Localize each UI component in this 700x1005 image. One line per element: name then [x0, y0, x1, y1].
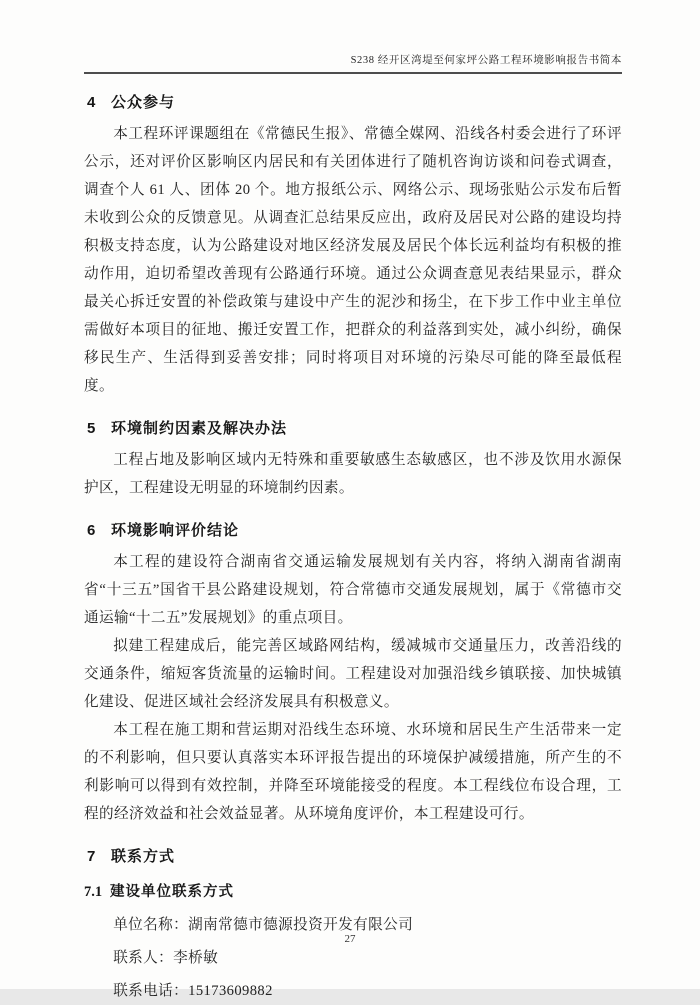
section-public-participation [84, 91, 622, 400]
page-header [84, 54, 622, 74]
section-heading-5 [87, 417, 622, 438]
contact-unit-name: 单位名称：湖南常德市德源投资开发有限公司 [113, 917, 414, 933]
paragraph: 本工程环评课题组在《常德民生报》、常德全媒网、沿线各村委会进行了环评公示，还对评价区影响区内居民和有关团体进行了随机咨询访谈和问卷式调查，调查个人 61 人、团体 20 个。地方报纸公示、网络公示、现场张贴公示发布后暂未收到公众的反馈意见。从调查汇总结果反应出，政府及居民对公路的建设均持积极支持态度，认为公路建设对地区经济发展及居民个体长远利益均有积极的推动作用，迫切希望改善现有公路通行环境。通过公众调查意见表结果显示，群众最关心拆迁安置的补偿政策与建设中产生的泥沙和扬尘，在下步工作中业主单位需做好本项目的征地、搬迁安置工作，把群众的利益落到实处，减小纠纷，确保移民生产、生活得到妥善安排；同时将项目对环境的污染尽可能的降至最低程度。 [84, 126, 622, 394]
contact-person: 联系人：李桥敏 [113, 950, 219, 966]
section-contact [84, 845, 622, 1005]
subsection-title: 建设单位联系方式 [110, 884, 234, 900]
section-title: 环境影响评价结论 [111, 522, 240, 539]
section-number: 4 [87, 94, 96, 111]
header-rule [84, 72, 622, 74]
section-number: 5 [87, 420, 96, 437]
section-conclusion [84, 519, 622, 828]
section-heading-6 [87, 519, 622, 540]
paragraph: 本工程的建设符合湖南省交通运输发展规划有关内容，将纳入湖南省湖南省“十三五”国省干县公路建设规划，符合常德市交通发展规划，属于《常德市交通运输“十二五”发展规划》的重点项目。 [84, 554, 622, 626]
section-heading-7 [87, 845, 622, 866]
section-title: 公众参与 [111, 94, 176, 111]
paragraph: 工程占地及影响区域内无特殊和重要敏感生态敏感区，也不涉及饮用水源保护区，工程建设无明显的环境制约因素。 [84, 452, 622, 496]
running-title: S238 经开区湾堤至何家坪公路工程环境影响报告书简本 [350, 55, 622, 66]
section-number: 6 [87, 522, 96, 539]
page-number: 27 [344, 933, 356, 945]
section-title: 环境制约因素及解决办法 [111, 420, 288, 437]
paragraph: 本工程在施工期和营运期对沿线生态环境、水环境和居民生产生活带来一定的不利影响，但只要认真落实本环评报告提出的环境保护减缓措施，所产生的不利影响可以得到有效控制，并降至环境能接受的程度。本工程线位布设合理，工程的经济效益和社会效益显著。从环境角度评价，本工程建设可行。 [84, 722, 622, 822]
subsection-number: 7.1 [84, 884, 103, 900]
contact-phone: 联系电话：15173609882 [113, 983, 273, 999]
section-number: 7 [87, 848, 96, 865]
section-constraints [84, 417, 622, 502]
subsection-heading-7-1 [84, 880, 622, 901]
paragraph: 拟建工程建成后，能完善区域路网结构，缓减城市交通量压力，改善沿线的交通条件，缩短客货流量的运输时间。工程建设对加强沿线乡镇联接、加快城镇化建设、促进区域社会经济发展具有积极意义。 [84, 638, 622, 710]
section-title: 联系方式 [111, 848, 176, 865]
section-heading-4 [87, 91, 622, 112]
